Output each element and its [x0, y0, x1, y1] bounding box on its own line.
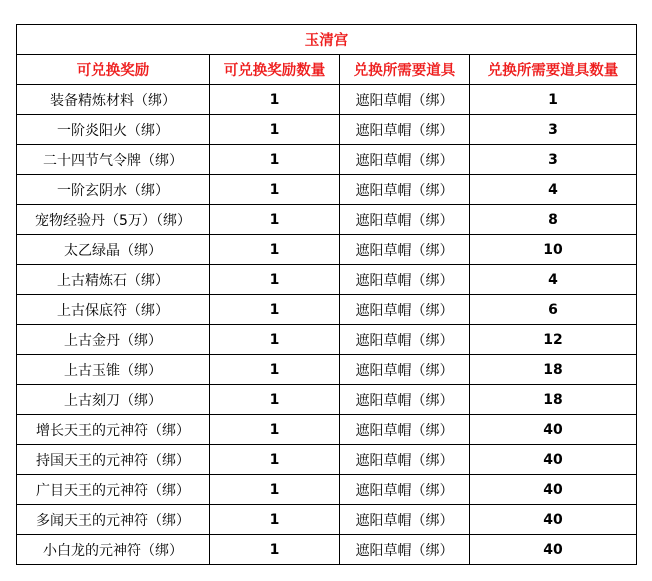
- reward-cell: 多闻天王的元神符（绑）: [17, 505, 210, 535]
- required-item-cell: 遮阳草帽（绑）: [340, 445, 470, 475]
- table-row: [17, 175, 637, 205]
- reward-qty-cell: 1: [210, 475, 340, 505]
- reward-qty-cell: 1: [210, 145, 340, 175]
- required-item-cell: 遮阳草帽（绑）: [340, 145, 470, 175]
- table-row: [17, 415, 637, 445]
- table-title-row: [17, 25, 637, 55]
- required-item-cell: 遮阳草帽（绑）: [340, 535, 470, 565]
- header-required-item-qty: 兑换所需要道具数量: [470, 55, 637, 85]
- reward-cell: 上古保底符（绑）: [17, 295, 210, 325]
- reward-qty-cell: 1: [210, 535, 340, 565]
- required-item-cell: 遮阳草帽（绑）: [340, 385, 470, 415]
- required-item-cell: 遮阳草帽（绑）: [340, 355, 470, 385]
- reward-cell: 上古精炼石（绑）: [17, 265, 210, 295]
- reward-cell: 装备精炼材料（绑）: [17, 85, 210, 115]
- required-item-qty-cell: 10: [470, 235, 637, 265]
- table-row: [17, 385, 637, 415]
- reward-qty-cell: 1: [210, 385, 340, 415]
- required-item-cell: 遮阳草帽（绑）: [340, 85, 470, 115]
- table-row: [17, 235, 637, 265]
- required-item-cell: 遮阳草帽（绑）: [340, 325, 470, 355]
- reward-cell: 广目天王的元神符（绑）: [17, 475, 210, 505]
- required-item-cell: 遮阳草帽（绑）: [340, 115, 470, 145]
- reward-cell: 一阶玄阴水（绑）: [17, 175, 210, 205]
- reward-cell: 持国天王的元神符（绑）: [17, 445, 210, 475]
- required-item-qty-cell: 6: [470, 295, 637, 325]
- table-row: [17, 145, 637, 175]
- header-reward-qty: 可兑换奖励数量: [210, 55, 340, 85]
- table-row: [17, 85, 637, 115]
- required-item-cell: 遮阳草帽（绑）: [340, 175, 470, 205]
- reward-qty-cell: 1: [210, 175, 340, 205]
- required-item-qty-cell: 40: [470, 415, 637, 445]
- required-item-qty-cell: 40: [470, 505, 637, 535]
- reward-qty-cell: 1: [210, 85, 340, 115]
- required-item-qty-cell: 4: [470, 265, 637, 295]
- required-item-cell: 遮阳草帽（绑）: [340, 295, 470, 325]
- reward-cell: 上古刻刀（绑）: [17, 385, 210, 415]
- reward-qty-cell: 1: [210, 235, 340, 265]
- reward-cell: 小白龙的元神符（绑）: [17, 535, 210, 565]
- reward-qty-cell: 1: [210, 415, 340, 445]
- reward-cell: 一阶炎阳火（绑）: [17, 115, 210, 145]
- required-item-cell: 遮阳草帽（绑）: [340, 205, 470, 235]
- reward-qty-cell: 1: [210, 115, 340, 145]
- reward-cell: 太乙绿晶（绑）: [17, 235, 210, 265]
- reward-cell: 增长天王的元神符（绑）: [17, 415, 210, 445]
- table-row: [17, 475, 637, 505]
- required-item-cell: 遮阳草帽（绑）: [340, 475, 470, 505]
- required-item-cell: 遮阳草帽（绑）: [340, 265, 470, 295]
- required-item-qty-cell: 4: [470, 175, 637, 205]
- table-row: [17, 535, 637, 565]
- header-reward: 可兑换奖励: [17, 55, 210, 85]
- reward-qty-cell: 1: [210, 205, 340, 235]
- required-item-qty-cell: 3: [470, 145, 637, 175]
- reward-qty-cell: 1: [210, 325, 340, 355]
- reward-qty-cell: 1: [210, 355, 340, 385]
- table-row: [17, 205, 637, 235]
- table-row: [17, 355, 637, 385]
- table-row: [17, 265, 637, 295]
- table-body: [17, 85, 637, 565]
- reward-qty-cell: 1: [210, 445, 340, 475]
- table-row: [17, 115, 637, 145]
- reward-cell: 二十四节气令牌（绑）: [17, 145, 210, 175]
- table-title: 玉清宫: [17, 25, 637, 55]
- table-row: [17, 505, 637, 535]
- exchange-table: [16, 24, 637, 565]
- required-item-cell: 遮阳草帽（绑）: [340, 235, 470, 265]
- table-header-row: [17, 55, 637, 85]
- required-item-qty-cell: 40: [470, 535, 637, 565]
- reward-cell: 上古金丹（绑）: [17, 325, 210, 355]
- required-item-qty-cell: 40: [470, 475, 637, 505]
- reward-cell: 宠物经验丹（5万）（绑）: [17, 205, 210, 235]
- required-item-qty-cell: 18: [470, 355, 637, 385]
- required-item-qty-cell: 8: [470, 205, 637, 235]
- table-row: [17, 325, 637, 355]
- reward-cell: 上古玉锥（绑）: [17, 355, 210, 385]
- required-item-qty-cell: 18: [470, 385, 637, 415]
- required-item-cell: 遮阳草帽（绑）: [340, 415, 470, 445]
- required-item-cell: 遮阳草帽（绑）: [340, 505, 470, 535]
- required-item-qty-cell: 12: [470, 325, 637, 355]
- header-required-item: 兑换所需要道具: [340, 55, 470, 85]
- table-row: [17, 295, 637, 325]
- reward-qty-cell: 1: [210, 505, 340, 535]
- required-item-qty-cell: 1: [470, 85, 637, 115]
- required-item-qty-cell: 3: [470, 115, 637, 145]
- reward-qty-cell: 1: [210, 295, 340, 325]
- required-item-qty-cell: 40: [470, 445, 637, 475]
- table-row: [17, 445, 637, 475]
- reward-qty-cell: 1: [210, 265, 340, 295]
